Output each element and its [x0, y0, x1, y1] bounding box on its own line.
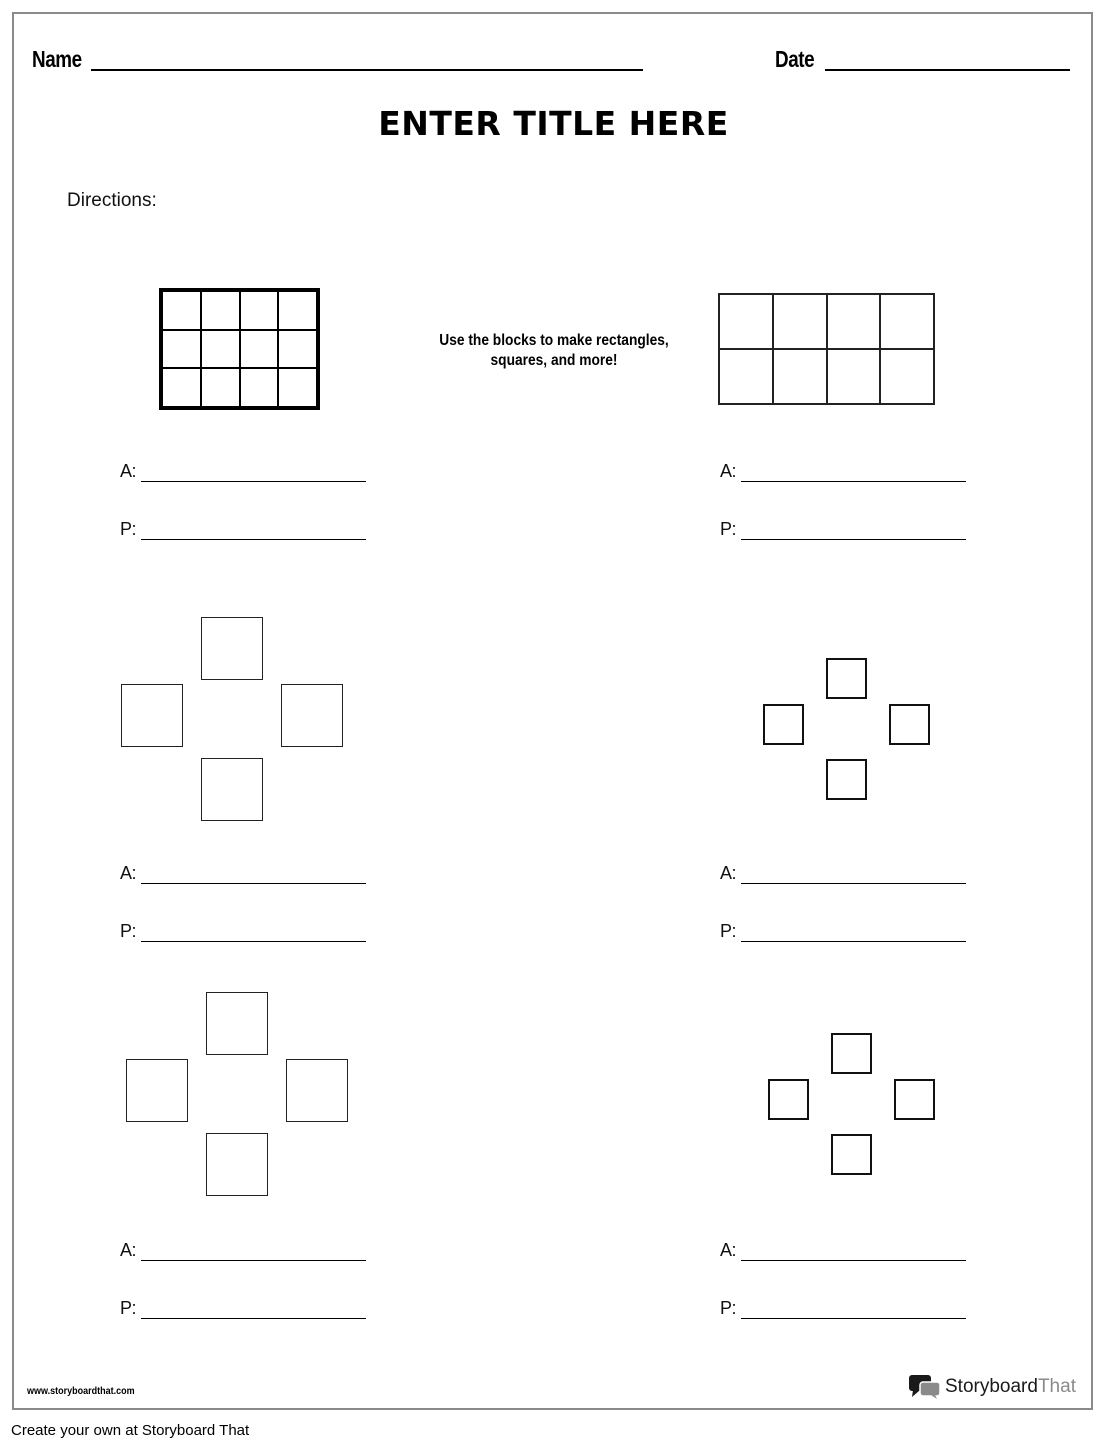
square-block	[768, 1079, 809, 1120]
square-block	[201, 617, 263, 680]
perimeter-label: P:	[120, 921, 137, 941]
instruction-text: Use the blocks to make rectangles, squares, and more!	[439, 332, 669, 369]
perimeter-label: P:	[720, 519, 737, 539]
area-label: A:	[720, 1240, 737, 1260]
area-label: A:	[720, 863, 737, 883]
square-block	[281, 684, 343, 747]
perimeter-answer-line[interactable]	[741, 1318, 966, 1319]
perimeter-label: P:	[120, 1298, 137, 1318]
area-answer-line[interactable]	[141, 481, 366, 482]
date-field-line[interactable]	[825, 69, 1070, 71]
perimeter-label: P:	[120, 519, 137, 539]
grid-block	[162, 330, 201, 369]
perimeter-answer-line[interactable]	[141, 941, 366, 942]
block-grid-2x4	[718, 293, 935, 405]
area-answer-line[interactable]	[741, 1260, 966, 1261]
grid-block	[827, 349, 881, 404]
grid-block	[827, 294, 881, 349]
grid-block	[719, 349, 773, 404]
page-title: ENTER TITLE HERE	[378, 104, 729, 143]
area-label: A:	[120, 863, 137, 883]
grid-block	[201, 291, 240, 330]
grid-block	[278, 291, 317, 330]
name-field-line[interactable]	[91, 69, 643, 71]
area-answer-line[interactable]	[741, 481, 966, 482]
square-block	[826, 759, 867, 800]
grid-block	[162, 291, 201, 330]
area-label: A:	[120, 1240, 137, 1260]
square-block	[831, 1033, 872, 1074]
date-label: Date	[775, 46, 815, 72]
grid-block	[201, 368, 240, 407]
footer-website[interactable]: www.storyboardthat.com	[27, 1386, 135, 1397]
area-label: A:	[120, 461, 137, 481]
grid-block	[773, 349, 827, 404]
square-block	[286, 1059, 348, 1122]
area-answer-line[interactable]	[141, 1260, 366, 1261]
perimeter-answer-line[interactable]	[741, 539, 966, 540]
square-block	[121, 684, 183, 747]
area-answer-line[interactable]	[141, 883, 366, 884]
area-answer-line[interactable]	[741, 883, 966, 884]
square-block	[201, 758, 263, 821]
brand-name-suffix: That	[1037, 1376, 1076, 1397]
block-grid-3x4	[159, 288, 320, 410]
perimeter-label: P:	[720, 1298, 737, 1318]
name-label: Name	[32, 46, 82, 72]
perimeter-answer-line[interactable]	[141, 539, 366, 540]
grid-block	[240, 330, 279, 369]
grid-block	[240, 291, 279, 330]
grid-block	[278, 368, 317, 407]
grid-block	[719, 294, 773, 349]
perimeter-answer-line[interactable]	[741, 941, 966, 942]
square-block	[894, 1079, 935, 1120]
area-label: A:	[720, 461, 737, 481]
grid-block	[162, 368, 201, 407]
square-block	[831, 1134, 872, 1175]
perimeter-answer-line[interactable]	[141, 1318, 366, 1319]
grid-block	[773, 294, 827, 349]
credit-text[interactable]: Create your own at Storyboard That	[11, 1422, 250, 1439]
grid-block	[240, 368, 279, 407]
directions-label: Directions:	[67, 190, 157, 211]
perimeter-label: P:	[720, 921, 737, 941]
storyboardthat-logo[interactable]	[945, 1376, 1076, 1398]
grid-block	[278, 330, 317, 369]
grid-block	[201, 330, 240, 369]
square-block	[826, 658, 867, 699]
brand-name: Storyboard	[945, 1376, 1038, 1397]
square-block	[206, 1133, 268, 1196]
square-block	[889, 704, 930, 745]
square-block	[126, 1059, 188, 1122]
square-block	[206, 992, 268, 1055]
grid-block	[880, 294, 934, 349]
speech-bubbles-icon	[908, 1374, 942, 1400]
grid-block	[880, 349, 934, 404]
square-block	[763, 704, 804, 745]
